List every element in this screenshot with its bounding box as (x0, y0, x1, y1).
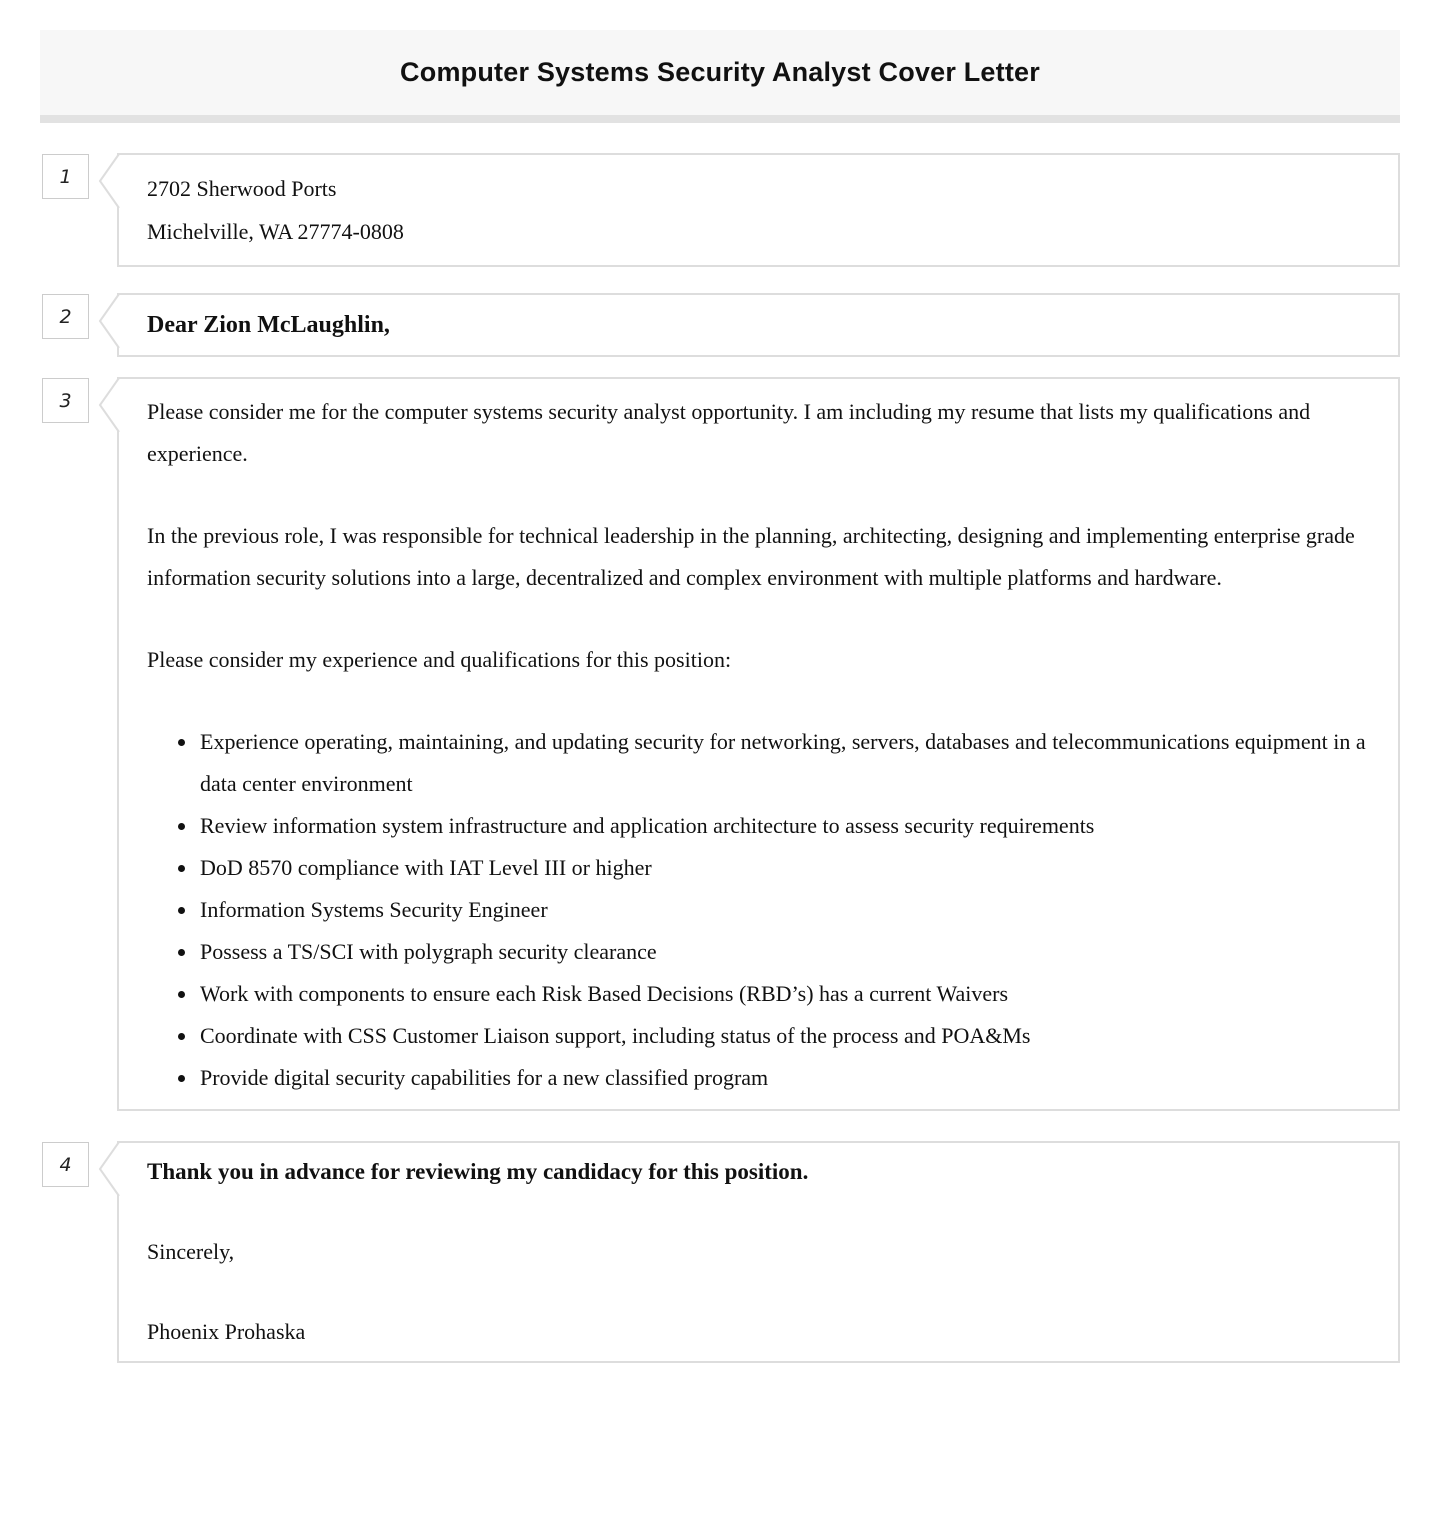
callout-pointer-icon (98, 153, 119, 209)
closing-text: Thank you in advance for reviewing my candidacy for this position. (147, 1159, 809, 1184)
badge-number: 1 (59, 165, 72, 188)
bullet-item: • Possess a TS/SCI with polygraph security clearance (198, 931, 1370, 973)
sender-address-section (59, 153, 1400, 267)
closing-box (117, 1141, 1400, 1363)
address-line: Michelville, WA 27774-0808 (147, 219, 404, 244)
callout-pointer-icon (98, 1141, 119, 1197)
letter-body-section (59, 377, 1400, 1111)
page (0, 30, 1440, 1363)
salutation-section (59, 293, 1400, 357)
section-number-badge-4 (42, 1142, 89, 1187)
section-number-badge-1 (42, 154, 89, 199)
closing-section (59, 1141, 1400, 1363)
signoff-text: Sincerely, (147, 1239, 235, 1264)
badge-number: 4 (59, 1153, 72, 1176)
badge-number: 3 (59, 389, 72, 412)
callout-pointer-icon (98, 377, 119, 433)
page-title: Computer Systems Security Analyst Cover Letter (400, 57, 1040, 87)
body-paragraph: In the previous role, I was responsible for technical leadership in the planning, architecting, designing and implementing enterprise grade information security solutions into a large, decentralized and complex environment with multiple platforms and hardware. (147, 523, 1355, 590)
bullet-item: • Review information system infrastructure and application architecture to assess security requirements (198, 805, 1370, 847)
body-paragraph: Please consider me for the computer systems security analyst opportunity. I am including my resume that lists my qualifications and experience. (147, 399, 1311, 466)
callout-pointer-icon (98, 293, 119, 349)
bullet-item: • Provide digital security capabilities for a new classified program (198, 1057, 1370, 1099)
salutation-text: Dear Zion McLaughlin, (147, 312, 390, 338)
bullet-item: • DoD 8570 compliance with IAT Level III or higher (198, 847, 1370, 889)
signature-text: Phoenix Prohaska (147, 1319, 306, 1344)
bullet-item: • Information Systems Security Engineer (198, 889, 1370, 931)
bullet-item: • Experience operating, maintaining, and updating security for networking, servers, databases and telecommunications equipment in a data center environment (198, 721, 1370, 805)
address-box (117, 153, 1400, 267)
section-number-badge-3 (42, 378, 89, 423)
badge-number: 2 (59, 305, 72, 328)
body-paragraph: Please consider my experience and qualifications for this position: (147, 647, 732, 672)
address-line: 2702 Sherwood Ports (147, 176, 337, 201)
letter-body-box (117, 377, 1400, 1111)
salutation-box (117, 293, 1400, 357)
bullet-item: • Work with components to ensure each Risk Based Decisions (RBD’s) has a current Waivers (198, 973, 1370, 1015)
qualifications-bullet-list (147, 721, 1370, 1099)
section-number-badge-2 (42, 294, 89, 339)
title-bar (40, 30, 1400, 115)
bullet-item: • Coordinate with CSS Customer Liaison support, including status of the process and POA&Ms (198, 1015, 1370, 1057)
header-shadow-strip (40, 115, 1400, 123)
